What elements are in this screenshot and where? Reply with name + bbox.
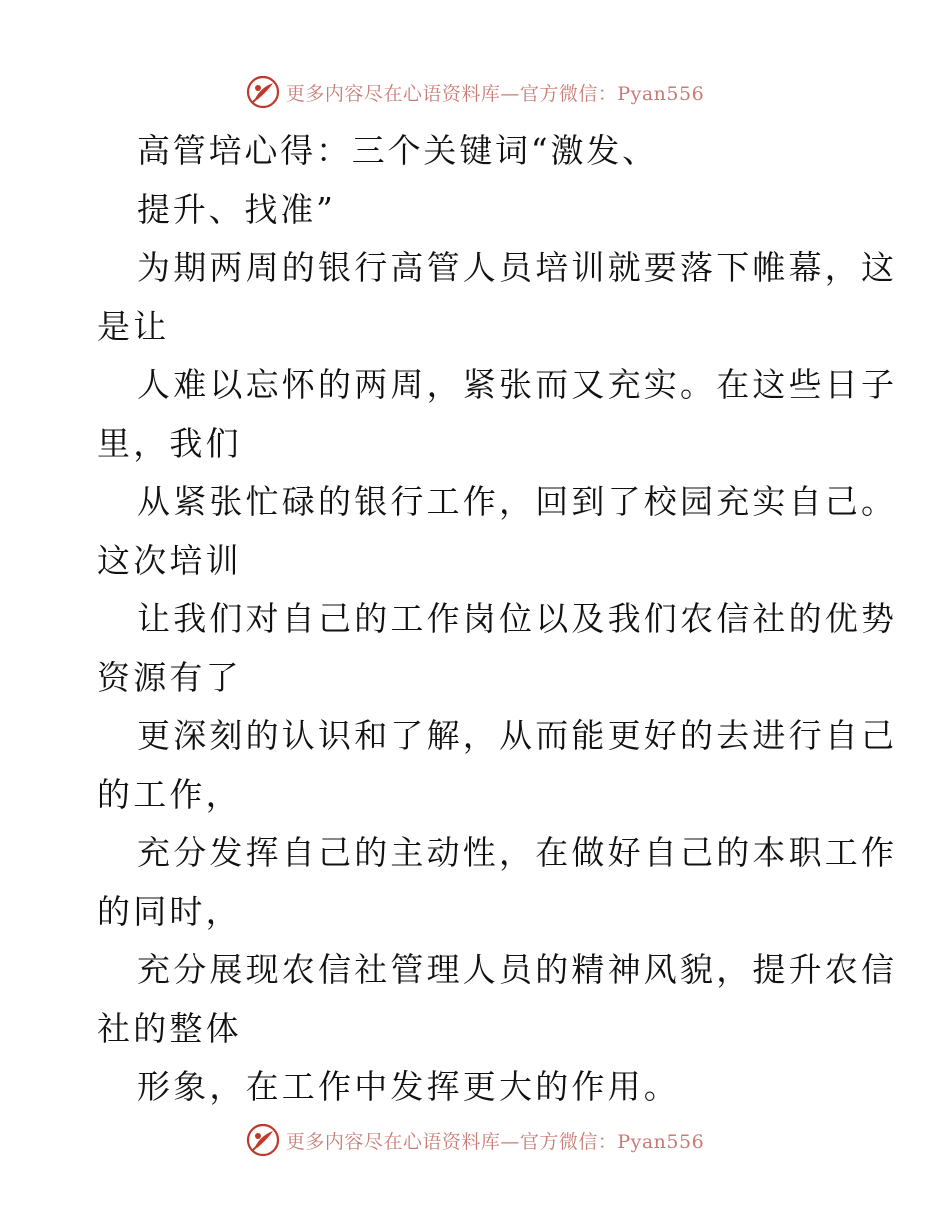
paragraph-line: 是让 — [97, 306, 170, 346]
paragraph-line: 的工作， — [97, 774, 242, 814]
paragraph-line: 从紧张忙碌的银行工作，回到了校园充实自己。 — [137, 482, 898, 521]
paragraph-line: 形象，在工作中发挥更大的作用。 — [137, 1067, 680, 1106]
watermark-text: 更多内容尽在心语资料库—官方微信：Pyan556 — [285, 1130, 705, 1153]
paragraph-line: 里，我们 — [97, 423, 242, 463]
paragraph-line: 充分展现农信社管理人员的精神风貌，提升农信 — [137, 950, 898, 989]
paragraph-line: 让我们对自己的工作岗位以及我们农信社的优势 — [137, 599, 898, 638]
document-title-line-2: 提升、找准” — [137, 189, 336, 229]
footer-watermark — [0, 1120, 950, 1160]
paragraph-line: 资源有了 — [97, 657, 242, 697]
paragraph-line: 这次培训 — [97, 540, 242, 580]
document-title-line-1: 高管培心得：三个关键词“激发、 — [137, 131, 658, 170]
document-body — [97, 122, 898, 1117]
quill-logo-icon — [246, 75, 280, 109]
paragraph-line: 的同时， — [97, 891, 242, 931]
header-watermark — [0, 72, 950, 112]
paragraph-line: 社的整体 — [97, 1008, 242, 1048]
paragraph-line: 更深刻的认识和了解，从而能更好的去进行自己 — [137, 716, 898, 755]
paragraph-line: 充分发挥自己的主动性，在做好自己的本职工作 — [137, 833, 898, 872]
paragraph-line: 为期两周的银行高管人员培训就要落下帷幕，这 — [137, 248, 898, 287]
paragraph-line: 人难以忘怀的两周，紧张而又充实。在这些日子 — [137, 365, 898, 404]
quill-logo-icon — [246, 1123, 280, 1157]
watermark-text: 更多内容尽在心语资料库—官方微信：Pyan556 — [285, 82, 705, 105]
